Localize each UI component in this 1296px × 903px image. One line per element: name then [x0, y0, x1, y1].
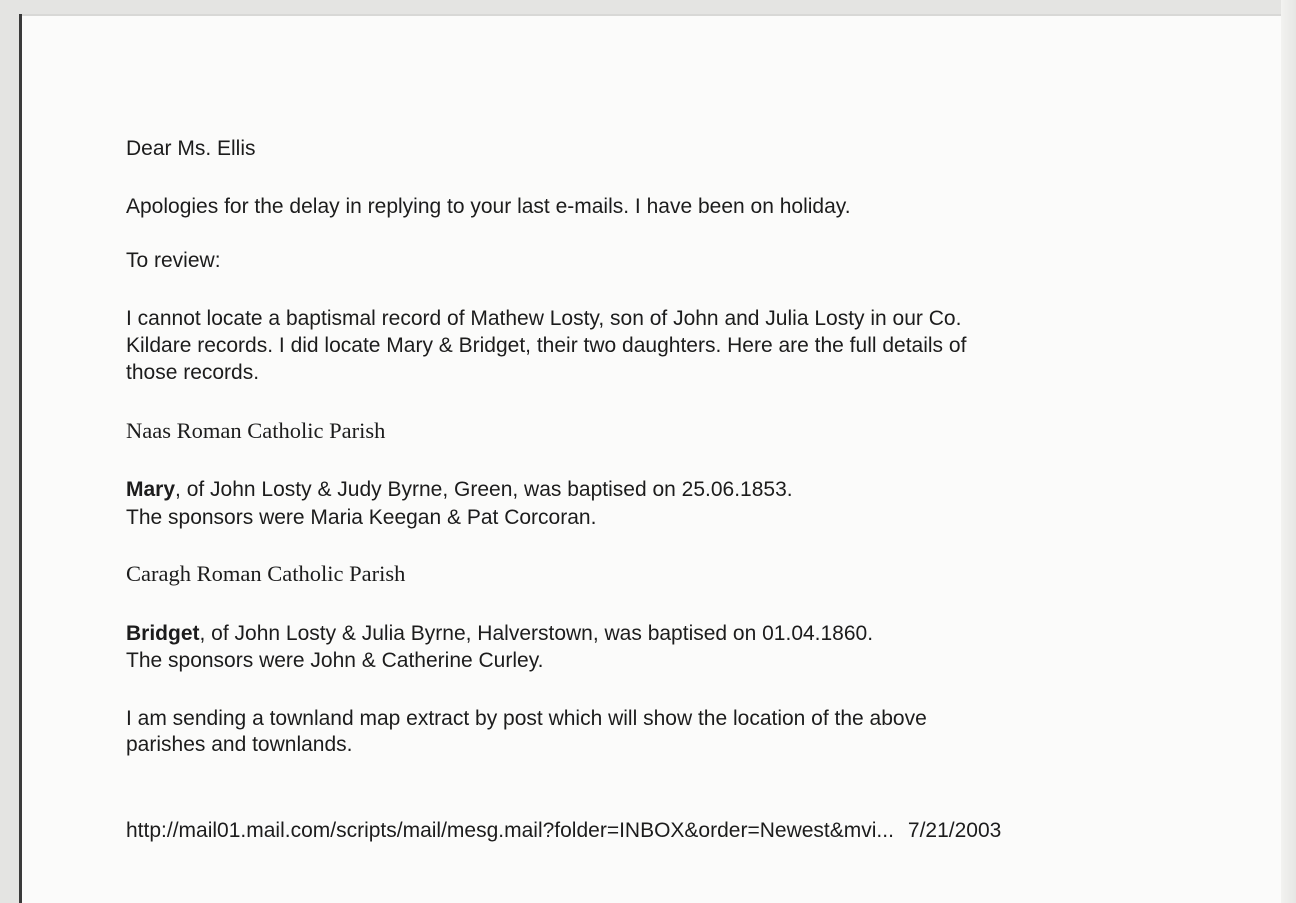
review-label: To review: [126, 249, 221, 272]
closing-line-2: parishes and townlands. [126, 733, 353, 756]
intro-line-3: those records. [126, 361, 260, 384]
parish-heading-naas: Naas Roman Catholic Parish [126, 418, 386, 443]
intro-line-2: Kildare records. I did locate Mary & Bridget, their two daughters. Here are the full details of [126, 334, 967, 357]
parish-heading-caragh: Caragh Roman Catholic Parish [126, 561, 406, 586]
sponsors-bridget: The sponsors were John & Catherine Curley. [126, 649, 544, 672]
record-name: Bridget [126, 622, 200, 645]
sponsors-mary: The sponsors were Maria Keegan & Pat Corcoran. [126, 506, 597, 529]
paper-edge [1281, 0, 1296, 903]
intro-line-1: I cannot locate a baptismal record of Mathew Losty, son of John and Julia Losty in our Co. [126, 307, 962, 330]
record-detail: , of John Losty & Julia Byrne, Halverstown, was baptised on 01.04.1860. [199, 622, 874, 645]
record-mary [126, 477, 793, 503]
record-detail: , of John Losty & Judy Byrne, Green, was baptised on 25.06.1853. [175, 478, 793, 501]
footer-date: 7/21/2003 [907, 819, 1002, 842]
apology-paragraph: Apologies for the delay in replying to your last e-mails. I have been on holiday. [126, 195, 851, 218]
closing-line-1: I am sending a townland map extract by post which will show the location of the above [126, 707, 927, 730]
record-name: Mary [126, 478, 176, 501]
record-bridget [126, 621, 873, 647]
print-footer [126, 818, 1001, 844]
footer-url: http://mail01.mail.com/scripts/mail/mesg.mail?folder=INBOX&order=Newest&mvi... [126, 819, 894, 842]
salutation: Dear Ms. Ellis [126, 137, 256, 160]
